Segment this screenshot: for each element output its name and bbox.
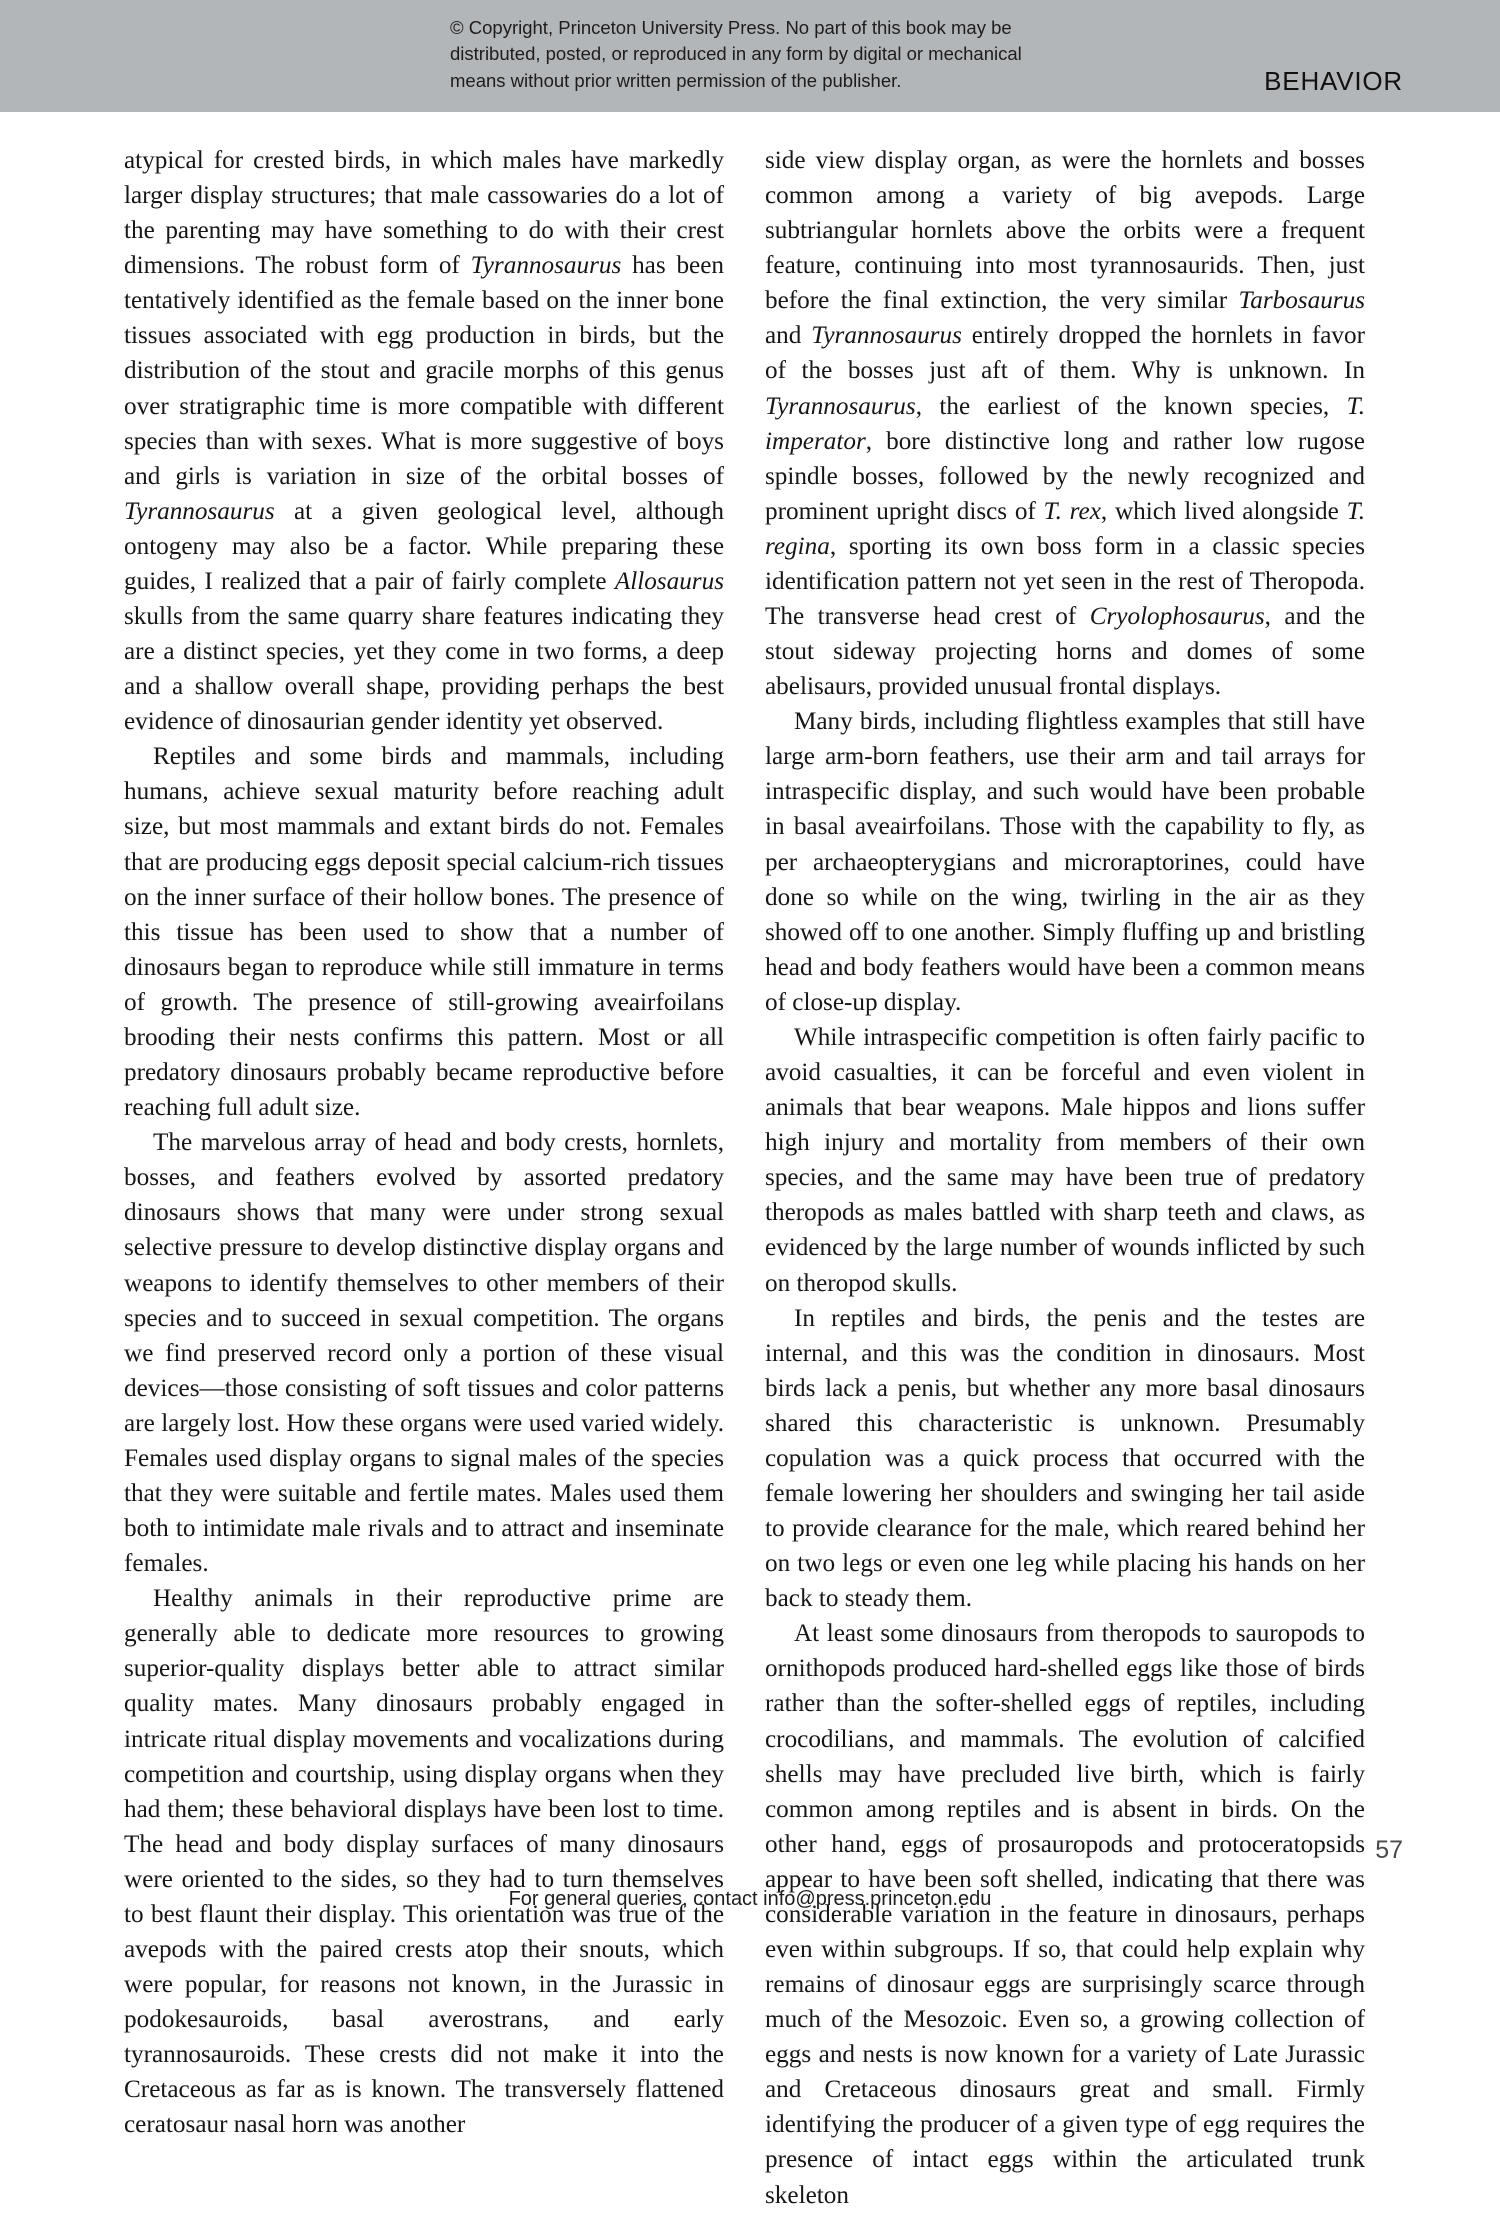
paragraph: Many birds, including flightless examples that still have large arm-born feathers, use their arm and tail arrays for intraspecific display, and such would have been probable in basal aveairfoilans. Those with the capability to fly, as per archaeopterygians and microraptorines, could have done so while on the wing, twirling in the air as they showed off to one another. Simply fluffing up and bristling head and body feathers would have been a common means of close-up display. (765, 708, 1365, 1016)
paragraph: side view display organ, as were the hornlets and bosses common among a variety of big avepods. Large subtriangular hornlets above the orbits were a frequent feature, continuing into most tyrannosaurids. Then, just before the final extinction, the very similar Tarbosaurus and Tyrannosaurus entirely dropped the hornlets in favor of the bosses just aft of them. Why is unknown. In Tyrannosaurus, the earliest of the known species, T. imperator, bore distinctive long and rather low rugose spindle bosses, followed by the newly recognized and prominent upright discs of T. rex, which lived alongside T. regina, sporting its own boss form in a classic species identification pattern not yet seen in the rest of Theropoda. The transverse head crest of Cryolophosaurus, and the stout sideway projecting horns and domes of some abelisaurs, provided unusual frontal displays. (765, 147, 1365, 701)
copyright-header-band (0, 0, 1500, 112)
paragraph: While intraspecific competition is often fairly pacific to avoid casualties, it can be forceful and even violent in animals that bear weapons. Male hippos and lions suffer high injury and mortality from members of their own species, and the same may have been true of predatory theropods as males battled with sharp teeth and claws, as evidenced by the large number of wounds inflicted by such on theropod skulls. (765, 1023, 1365, 1297)
page-number: 57 (1375, 1836, 1403, 1864)
paragraph: At least some dinosaurs from theropods to sauropods to ornithopods produced hard-shelled eggs like those of birds rather than the softer-shelled eggs of reptiles, including crocodilians, and mammals. The evolution of calcified shells may have precluded live birth, which is fairly common among reptiles and is absent in birds. On the other hand, eggs of prosauropods and protoceratopsids appear to have been soft shelled, indicating that there was considerable variation in the feature in dinosaurs, perhaps even within subgroups. If so, that could help explain why remains of dinosaur eggs are surprisingly scarce through much of the Mesozoic. Even so, a growing collection of eggs and nests is now known for a variety of Late Jurassic and Cretaceous dinosaurs great and small. Firmly identifying the producer of a given type of egg requires the presence of intact eggs within the articulated trunk skeleton (765, 1620, 1365, 2209)
paragraph: atypical for crested birds, in which males have markedly larger display structures; that male cassowaries do a lot of the parenting may have something to do with their crest dimensions. The robust form of Tyrannosaurus has been tentatively identified as the female based on the inner bone tissues associated with egg production in birds, but the distribution of the stout and gracile morphs of this genus over stratigraphic time is more compatible with different species than with sexes. What is more suggestive of boys and girls is variation in size of the orbital bosses of Tyrannosaurus at a given geological level, although ontogeny may also be a factor. While preparing these guides, I realized that a pair of fairly complete Allosaurus skulls from the same quarry share features indicating they are a distinct species, yet they come in two forms, a deep and a shallow overall shape, providing perhaps the best evidence of dinosaurian gender identity yet observed. (124, 147, 724, 736)
footer-query-line: For general queries, contact info@press.princeton.edu (508, 1888, 992, 1910)
running-head-chapter-title: BEHAVIOR (1264, 66, 1403, 96)
paragraph: In reptiles and birds, the penis and the testes are internal, and this was the condition in dinosaurs. Most birds lack a penis, but whether any more basal dinosaurs shared this characteristic is unknown. Presumably copulation was a quick process that occurred with the female lowering her shoulders and swinging her tail aside to provide clearance for the male, which reared behind her on two legs or even one leg while placing his hands on her back to steady them. (765, 1304, 1365, 1613)
copyright-notice (450, 15, 1070, 94)
copyright-line-1: © Copyright, Princeton University Press. No part of this book may be (450, 17, 1012, 38)
paragraph: Reptiles and some birds and mammals, including humans, achieve sexual maturity before reaching adult size, but most mammals and extant birds do not. Females that are producing eggs deposit special calcium-rich tissues on the inner surface of their hollow bones. The presence of this tissue has been used to show that a number of dinosaurs began to reproduce while still immature in terms of growth. The presence of still-growing aveairfoilans brooding their nests confirms this pattern. Most or all predatory dinosaurs probably became reproductive before reaching full adult size. (124, 743, 724, 1122)
paragraph: Healthy animals in their reproductive prime are generally able to dedicate more resources to growing superior-quality displays better able to attract similar quality mates. Many dinosaurs probably engaged in intricate ritual display movements and vocalizations during competition and courtship, using display organs when they had them; these behavioral displays have been lost to time. The head and body display surfaces of many dinosaurs were oriented to the sides, so they had to turn themselves to best flaunt their display. This orientation was true of the avepods with the paired crests atop their snouts, which were popular, for reasons not known, in the Jurassic in podokesauroids, basal averostrans, and early tyrannosauroids. These crests did not make it into the Cretaceous as far as is known. The transversely flattened ceratosaur nasal horn was another (124, 1585, 724, 2139)
copyright-line-3: means without prior written permission of the publisher. (450, 69, 902, 91)
paragraph: The marvelous array of head and body crests, hornlets, bosses, and feathers evolved by assorted predatory dinosaurs shows that many were under strong sexual selective pressure to develop distinctive display organs and weapons to identify themselves to other members of their species and to succeed in sexual competition. The organs we find preserved record only a portion of these visual devices—those consisting of soft tissues and color patterns are largely lost. How these organs were used varied widely. Females used display organs to signal males of the species that they were suitable and fertile mates. Males used them both to intimidate male rivals and to attract and inseminate females. (124, 1129, 724, 1578)
copyright-line-2: distributed, posted, or reproduced in any form by digital or mechanical (450, 43, 1022, 65)
text-column-left (124, 143, 724, 2142)
